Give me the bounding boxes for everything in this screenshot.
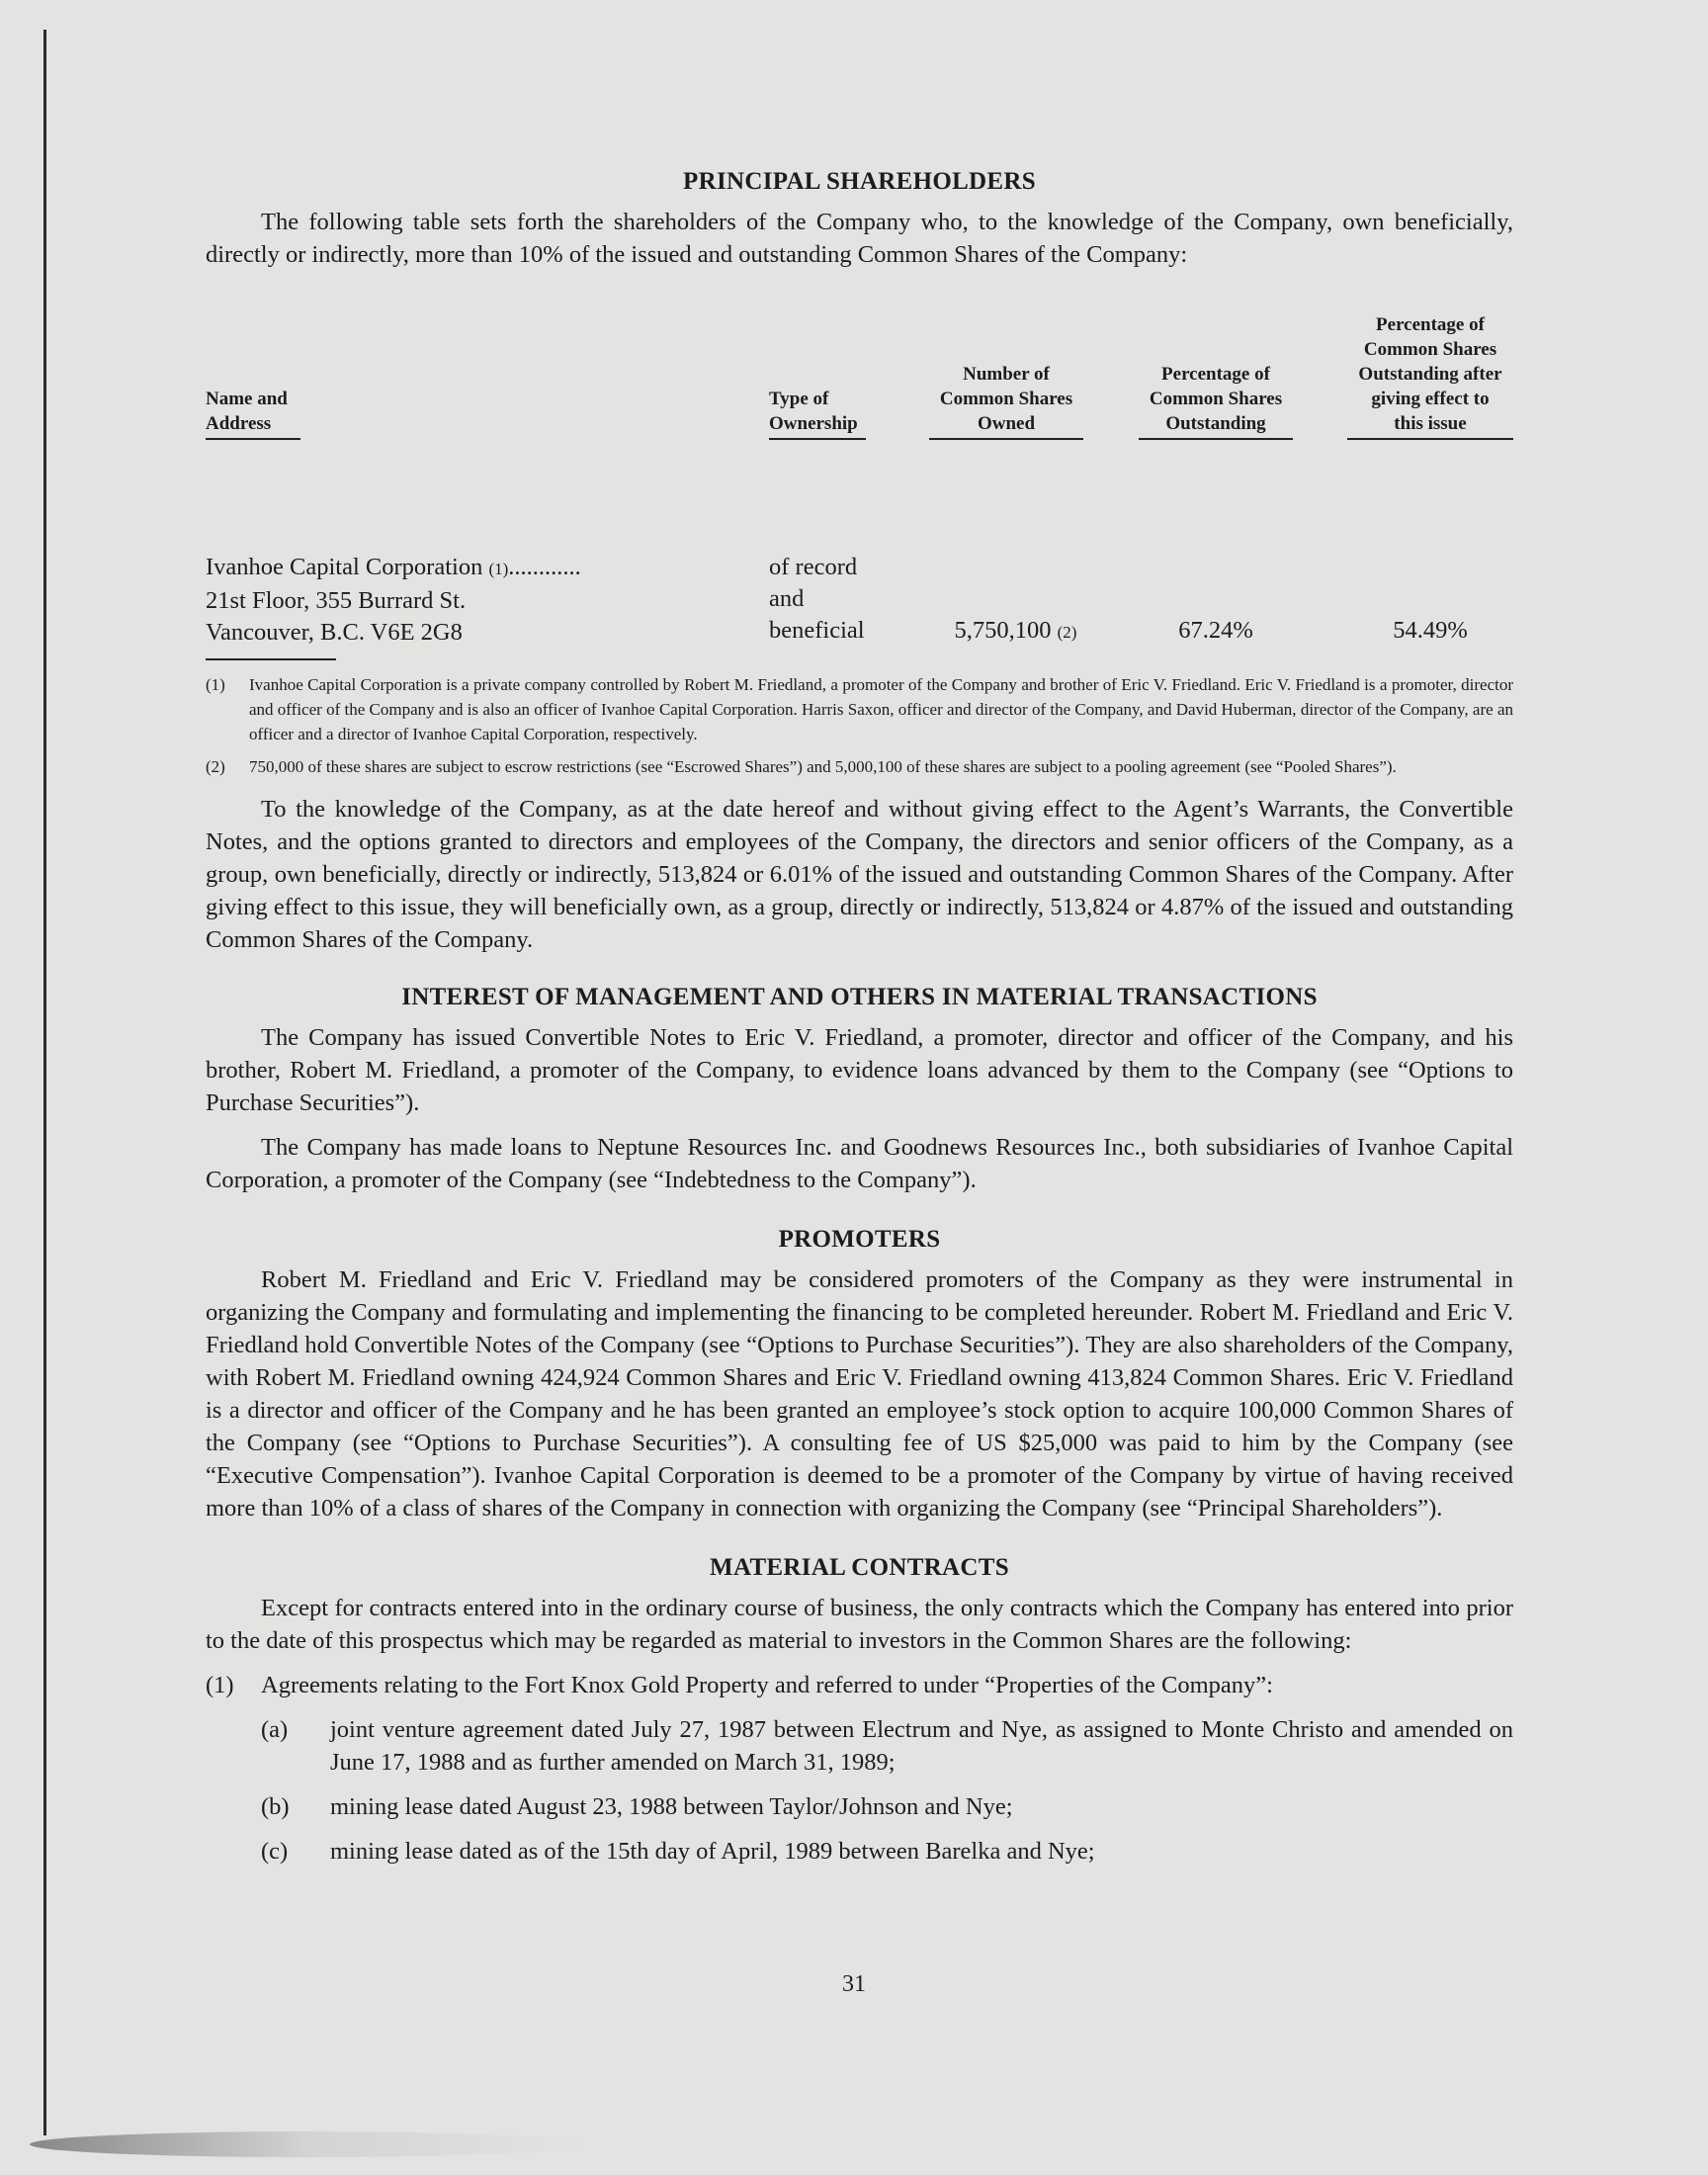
contract-subitem-b: (b) mining lease dated August 23, 1988 between Taylor/Johnson and Nye; xyxy=(261,1793,1013,1820)
header-name-address: Name and Address xyxy=(206,387,314,440)
material-contracts-heading: MATERIAL CONTRACTS xyxy=(710,1554,1009,1581)
footnote-ref-1: (1) xyxy=(488,560,509,578)
header-percentage-outstanding: Percentage of Common Shares Outstanding xyxy=(1139,362,1293,440)
scan-shadow xyxy=(30,2132,583,2157)
footnote-2: (2) 750,000 of these shares are subject to escrow restrictions (see “Escrowed Shares”) and 5,000,100 of these shares are subject to a pooling agreement (see “Pooled Shares”). xyxy=(206,757,1397,776)
percentage-after-issue: 54.49% xyxy=(1393,617,1468,644)
percentage-outstanding: 67.24% xyxy=(1178,617,1253,644)
promoters-paragraph: Robert M. Friedland and Eric V. Friedland may be considered promoters of the Company as they were instrumental in organizing the Company and formulating and implementing the financing to be completed hereunder. Robert M. Friedland and Eric V. Friedland hold Convertible Notes of the Company (see “Options to Purchase Securities”). They are also shareholders of the Company, with Robert M. Friedland owning 424,924 Common Shares and Eric V. Friedland owning 413,824 Common Shares. Eric V. Friedland is a director and officer of the Company and he has been granted an employee’s stock option to acquire 100,000 Common Shares of the Company (see “Options to Purchase Securities”). A consulting fee of US $25,000 was paid to him by the Company (see “Executive Compensation”). Ivanhoe Capital Corporation is deemed to be a promoter of the Company by virtue of having received more than 10% of a class of shares of the Company in connection with organizing the Company (see “Principal Shareholders”). xyxy=(206,1266,1513,1522)
footnote-1: (1) Ivanhoe Capital Corporation is a private company controlled by Robert M. Friedland, a promoter of the Company and brother of Eric V. Friedland. Eric V. Friedland is a promoter, director and officer of the Company and is also an officer of Ivanhoe Capital Corporation. Harris Saxon, officer and director of the Company, and David Huberman, director of the Company, are an officer and a director of Ivanhoe Capital Corporation, respectively. xyxy=(206,675,1513,743)
shareholders-table xyxy=(206,283,1513,658)
interest-paragraph-2: The Company has made loans to Neptune Resources Inc. and Goodnews Resources Inc., both subsidiaries of Ivanhoe Capital Corporation, a promoter of the Company (see “Indebtedness to the Company”). xyxy=(206,1134,1513,1193)
header-number-owned: Number of Common Shares Owned xyxy=(929,362,1083,440)
page-content xyxy=(206,168,1513,1879)
page-edge xyxy=(43,30,46,2135)
shareholder-city: Vancouver, B.C. V6E 2G8 xyxy=(206,619,463,646)
leader-dots: ............ xyxy=(508,554,581,580)
footnote-ref-2: (2) xyxy=(1057,623,1077,642)
directors-holdings-paragraph: To the knowledge of the Company, as at the date hereof and without giving effect to the Agent’s Warrants, the Convertible Notes, and the options granted to directors and employees of the Company, the directors and senior officers of the Company, as a group, own beneficially, directly or indirectly, 513,824 or 6.01% of the issued and outstanding Common Shares of the Company. After giving effect to this issue, they will beneficially own, as a group, directly or indirectly, 513,824 or 4.87% of the issued and outstanding Common Shares of the Company. xyxy=(206,796,1513,953)
principal-shareholders-intro: The following table sets forth the shareholders of the Company who, to the knowledge of the Company, own beneficially, directly or indirectly, more than 10% of the issued and outstanding Common Shares of the Company: xyxy=(206,209,1513,268)
shares-owned: 5,750,100 (2) xyxy=(954,617,1077,644)
interest-paragraph-1: The Company has issued Convertible Notes to Eric V. Friedland, a promoter, director and officer of the Company, and his brother, Robert M. Friedland, a promoter of the Company, to evidence loans advanced by them to the Company (see “Options to Purchase Securities”). xyxy=(206,1024,1513,1116)
header-percentage-after-issue: Percentage of Common Shares Outstanding after giving effect to this issue xyxy=(1347,312,1513,440)
shareholder-street: 21st Floor, 355 Burrard St. xyxy=(206,587,467,614)
header-type-ownership: Type of Ownership xyxy=(769,387,878,440)
shareholder-name-address xyxy=(206,552,759,649)
ownership-type: of record and beneficial xyxy=(769,554,865,644)
contract-subitem-c: (c) mining lease dated as of the 15th day of April, 1989 between Barelka and Nye; xyxy=(261,1838,1095,1865)
contract-subitem-a: (a) joint venture agreement dated July 27, 1987 between Electrum and Nye, as assigned to Monte Christo and amended on June 17, 1988 and as further amended on March 31, 1989; xyxy=(261,1716,1513,1776)
interest-heading: INTEREST OF MANAGEMENT AND OTHERS IN MATERIAL TRANSACTIONS xyxy=(401,984,1318,1010)
page-number: 31 xyxy=(842,1971,866,1997)
contract-list-item-1: (1) Agreements relating to the Fort Knox Gold Property and referred to under “Properties of the Company”: xyxy=(206,1672,1273,1698)
principal-shareholders-heading: PRINCIPAL SHAREHOLDERS xyxy=(683,168,1036,195)
footnote-divider xyxy=(206,658,336,660)
promoters-heading: PROMOTERS xyxy=(778,1226,941,1253)
material-contracts-intro: Except for contracts entered into in the ordinary course of business, the only contracts which the Company has entered into prior to the date of this prospectus which may be regarded as material to investors in the Common Shares are the following: xyxy=(206,1595,1513,1654)
shareholder-name: Ivanhoe Capital Corporation (1)............ xyxy=(206,554,581,580)
